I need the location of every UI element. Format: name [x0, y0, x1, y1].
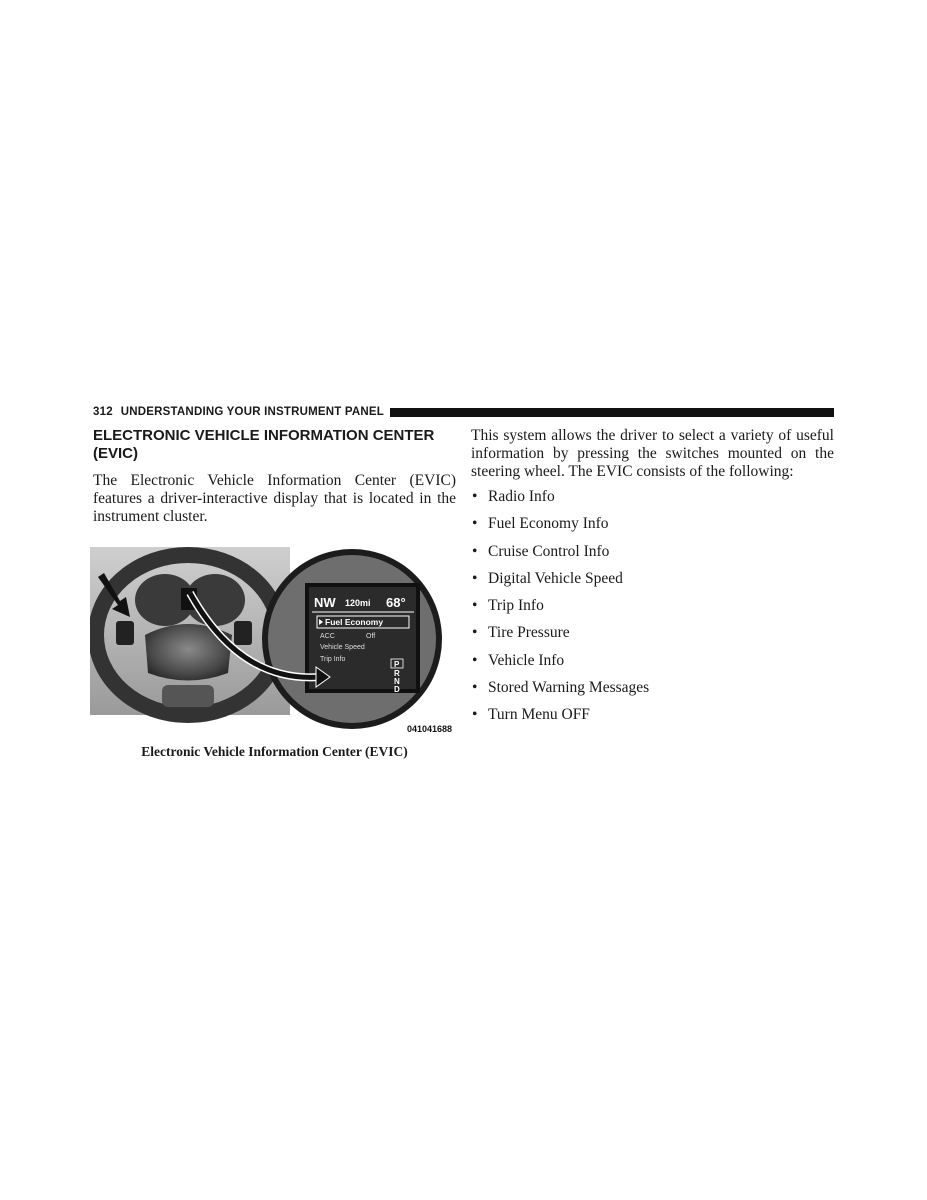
bullet-icon: • — [472, 651, 478, 669]
bullet-icon: • — [472, 624, 478, 642]
gear-n: N — [394, 677, 400, 686]
bullet-icon: • — [472, 569, 478, 587]
evic-figure — [90, 543, 456, 735]
bullet-icon: • — [472, 706, 478, 724]
display-menu-vehicle-speed: Vehicle Speed — [320, 644, 365, 651]
display-menu-acc-value: Off — [366, 633, 376, 640]
list-item-label: Digital Vehicle Speed — [488, 569, 623, 587]
list-item — [471, 652, 834, 670]
display-menu-trip-info: Trip Info — [320, 656, 346, 663]
gear-r: R — [394, 669, 400, 678]
system-description: This system allows the driver to select a variety of useful information by pressing the switches mounted on the steering wheel. The EVIC consists of the following: — [471, 427, 834, 480]
left-column — [93, 427, 456, 526]
list-item — [471, 515, 834, 533]
display-range: 120mi — [345, 598, 371, 608]
right-column — [471, 427, 834, 734]
list-item — [471, 570, 834, 588]
list-item — [471, 543, 834, 561]
list-item-label: Fuel Economy Info — [488, 515, 609, 533]
running-header — [93, 405, 834, 419]
figure-code: 041041688 — [406, 724, 452, 734]
left-switch-cluster — [116, 621, 134, 645]
bullet-icon: • — [472, 515, 478, 533]
list-item-label: Cruise Control Info — [488, 542, 610, 560]
display-temp: 68° — [386, 595, 406, 610]
figure-caption: Electronic Vehicle Information Center (EVIC) — [141, 744, 408, 759]
right-switch-cluster — [234, 621, 252, 645]
evic-illustration — [90, 543, 456, 735]
list-item-label: Tire Pressure — [488, 624, 570, 642]
section-title: UNDERSTANDING YOUR INSTRUMENT PANEL — [120, 406, 384, 418]
list-item-label: Stored Warning Messages — [488, 679, 650, 697]
bullet-icon: • — [472, 488, 478, 505]
list-item-label: Turn Menu OFF — [488, 706, 590, 724]
list-item — [471, 624, 834, 642]
section-heading: ELECTRONIC VEHICLE INFORMATION CENTER (EVIC) — [93, 427, 435, 462]
display-menu-fuel-economy: Fuel Economy — [325, 617, 384, 627]
intro-paragraph: The Electronic Vehicle Information Center (EVIC) features a driver-interactive display that is located in the instrument cluster. — [93, 472, 456, 525]
list-item-label: Trip Info — [488, 597, 544, 615]
evic-features-list — [471, 488, 834, 724]
page-number: 312 — [93, 406, 113, 418]
bullet-icon: • — [472, 542, 478, 560]
display-menu-acc: ACC — [320, 633, 335, 640]
list-item — [471, 679, 834, 697]
list-item — [471, 706, 834, 724]
bullet-icon: • — [472, 597, 478, 615]
list-item-label: Radio Info — [488, 488, 555, 505]
gear-d: D — [394, 685, 400, 694]
list-item — [471, 597, 834, 615]
display-compass: NW — [314, 595, 336, 610]
bullet-icon: • — [472, 679, 478, 697]
steering-wheel-spoke — [162, 685, 214, 707]
list-item-label: Vehicle Info — [488, 651, 565, 669]
header-rule — [390, 408, 834, 417]
list-item — [471, 488, 834, 506]
gear-p: P — [394, 660, 400, 669]
